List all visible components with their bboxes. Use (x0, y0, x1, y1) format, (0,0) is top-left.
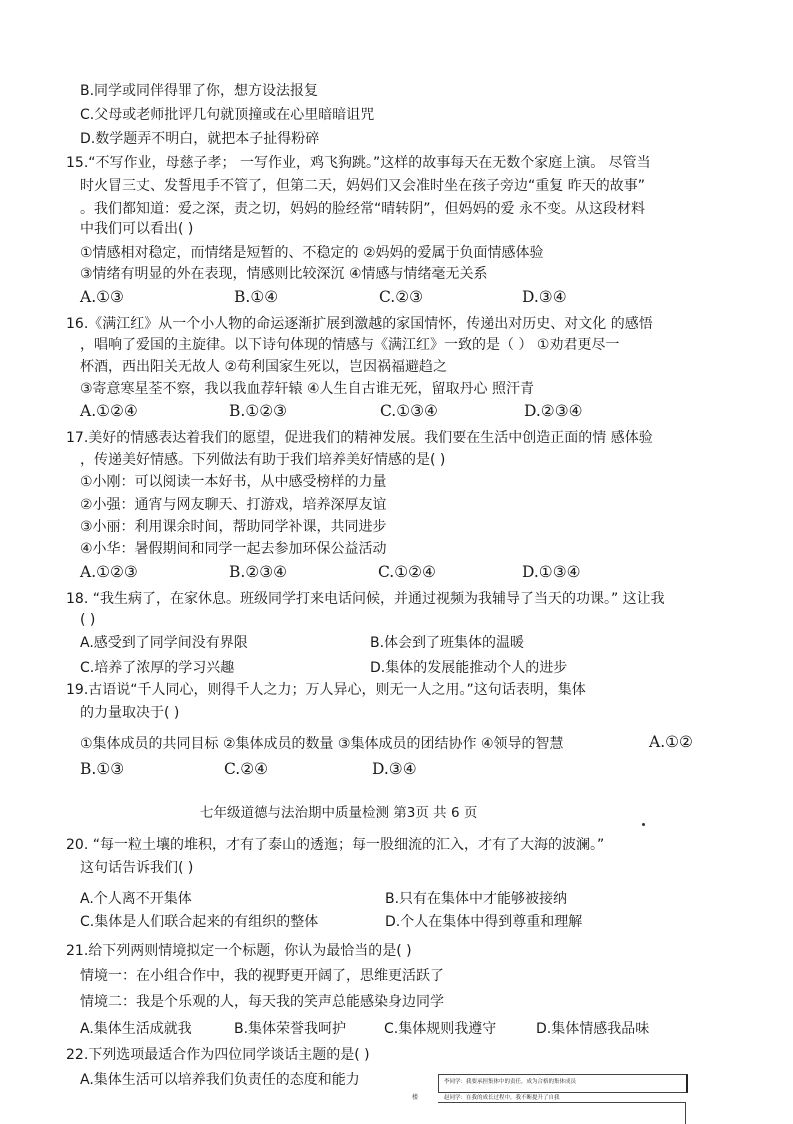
q21-scenario-1: 情境一：在小组合作中，我的视野更开阔了，思维更活跃了 (80, 968, 444, 984)
q14-option-d: D.数学题弄不明白，就把本子扯得粉碎 (80, 131, 320, 147)
q18-choice-b: B.体会到了班集体的温暖 (370, 635, 525, 651)
q17-choice-c: C.①②④ (378, 563, 436, 581)
q17-choice-b: B.②③④ (229, 563, 288, 581)
q19-items: ①集体成员的共同目标 ②集体成员的数量 ③集体成员的团结协作 ④领导的智慧 (80, 736, 564, 752)
q16-stem-line1: 16.《满江红》从一个小人物的命运逐渐扩展到激越的家国情怀，传递出对历史、对文化 的感悟 (66, 316, 653, 332)
q17-stem-line1: 17.美好的情感表达着我们的愿望，促进我们的精神发展。我们要在生活中创造正面的情 感体验 (66, 430, 653, 446)
page-footer: 七年级道德与法治期中质量检测 第3页 共 6 页 (200, 805, 478, 821)
q15-choice-c: C.②③ (379, 288, 424, 306)
q14-option-c: C.父母或老师批评几句就顶撞或在心里暗暗诅咒 (80, 107, 375, 123)
q22-stem: 22.下列选项最适合作为四位同学谈话主题的是( ) (66, 1047, 370, 1063)
q15-items-line2: ③情绪有明显的外在表现，情感则比较深沉 ④情感与情绪毫无关系 (80, 266, 488, 282)
q20-choice-c: C.集体是人们联合起来的有组织的整体 (80, 914, 319, 930)
q15-choice-a: A.①③ (80, 288, 124, 306)
scan-dot (642, 823, 645, 826)
q15-stem-line4: 中我们可以看出( ) (80, 221, 194, 237)
q15-stem-line2: 时火冒三丈、发誓甩手不管了，但第二天，妈妈们又会准时坐在孩子旁边“重复 昨天的故事” (80, 178, 645, 194)
q16-stem-line2: ，唱响了爱国的主旋律。以下诗句体现的情感与《满江红》一致的是（ ） ①劝君更尽一 (80, 337, 620, 353)
q20-stem-line1: 20. “每一粒土壤的堆积，才有了泰山的透迤；每一股细流的汇入，才有了大海的波澜。” (66, 837, 605, 853)
q19-stem-line2: 的力量取决于( ) (80, 705, 180, 721)
q17-item-4: ④小华：暑假期间和同学一起去参加环保公益活动 (80, 541, 387, 557)
q21-stem: 21.给下列两则情境拟定一个标题，你认为最恰当的是( ) (66, 943, 412, 959)
q17-item-2: ②小强：通宵与网友聊天、打游戏，培养深厚友谊 (80, 497, 387, 513)
q17-item-3: ③小丽：利用课余时间，帮助同学补课，共同进步 (80, 519, 387, 535)
q15-choice-d: D.③④ (522, 288, 567, 306)
q17-item-1: ①小刚：可以阅读一本好书，从中感受榜样的力量 (80, 474, 387, 490)
q18-choice-a: A.感受到了同学间没有界限 (80, 635, 248, 651)
q18-stem-line2: ( ) (80, 612, 96, 628)
q21-choice-c: C.集体规则我遵守 (384, 1021, 497, 1037)
q21-scenario-2: 情境二：我是个乐观的人，每天我的笑声总能感染身边同学 (80, 994, 444, 1010)
q21-choice-a: A.集体生活成就我 (80, 1021, 192, 1037)
q20-stem-line2: 这句话告诉我们( ) (80, 860, 194, 876)
q14-option-b: B.同学或同伴得罪了你，想方设法报复 (80, 83, 319, 99)
q15-items-line1: ①情感相对稳定，而情绪是短暂的、不稳定的 ②妈妈的爱属于负面情感体验 (80, 245, 544, 261)
embedded-dialogue-image (410, 1068, 693, 1123)
q15-choice-b: B.①④ (234, 288, 279, 306)
q20-choice-b: B.只有在集体中才能够被接纳 (385, 891, 568, 907)
dialogue-line-1: 李同学：我要承担集体中的责任，成为合格的集体成员 (444, 1079, 577, 1085)
dialogue-box-2 (438, 1102, 686, 1124)
q15-stem-line3: 。我们都知道：爱之深，责之切，妈妈的脸经常“晴转阴”，但妈妈的爱 永不变。从这段材料 (80, 201, 645, 217)
q16-choice-a: A.①②④ (80, 402, 138, 420)
q19-stem-line1: 19.古语说“千人同心，则得千人之力；万人异心，则无一人之用。”这句话表明，集体 (66, 682, 586, 698)
q18-stem-line1: 18. “我生病了，在家休息。班级同学打来电话问候，并通过视频为我辅导了当天的功课。” 这让我 (66, 591, 665, 607)
q21-choice-b: B.集体荣誉我呵护 (234, 1021, 347, 1037)
dialogue-mark: 楼 (412, 1094, 419, 1101)
q16-choice-c: C.①③④ (380, 402, 438, 420)
q16-choice-d: D.②③④ (524, 402, 583, 420)
q17-stem-line2: ，传递美好情感。下列做法有助于我们培养美好情感的是( ) (80, 452, 446, 468)
q16-choice-b: B.①②③ (229, 402, 288, 420)
q21-choice-d: D.集体情感我品味 (536, 1021, 650, 1037)
q20-choice-a: A.个人离不开集体 (80, 891, 192, 907)
q16-stem-line4: ③寄意寒星荃不察，我以我血荐轩辕 ④人生自古谁无死，留取丹心 照汗青 (80, 381, 535, 397)
q18-choice-d: D.集体的发展能推动个人的进步 (370, 660, 568, 676)
q19-choice-c: C.②④ (224, 760, 269, 778)
q18-choice-c: C.培养了浓厚的学习兴趣 (80, 660, 235, 676)
q15-stem-line1: 15.“不写作业，母慈子孝； 一写作业，鸡飞狗跳。”这样的故事每天在无数个家庭上演。 尽管当 (66, 155, 651, 171)
q16-stem-line3: 杯酒，西出阳关无故人 ②苟利国家生死以，岂因祸福避趋之 (80, 359, 447, 375)
dialogue-line-2: 赵同学：在我的成长过程中，我不断提升了自我 (444, 1095, 560, 1101)
q19-choice-d: D.③④ (372, 760, 417, 778)
q17-choice-a: A.①②③ (80, 563, 138, 581)
q20-choice-d: D.个人在集体中得到尊重和理解 (385, 914, 583, 930)
q17-choice-d: D.①③④ (522, 563, 581, 581)
q22-choice-a: A.集体生活可以培养我们负责任的态度和能力 (80, 1072, 360, 1088)
q19-choice-a: A.①② (649, 733, 693, 751)
q19-choice-b: B.①③ (80, 760, 125, 778)
